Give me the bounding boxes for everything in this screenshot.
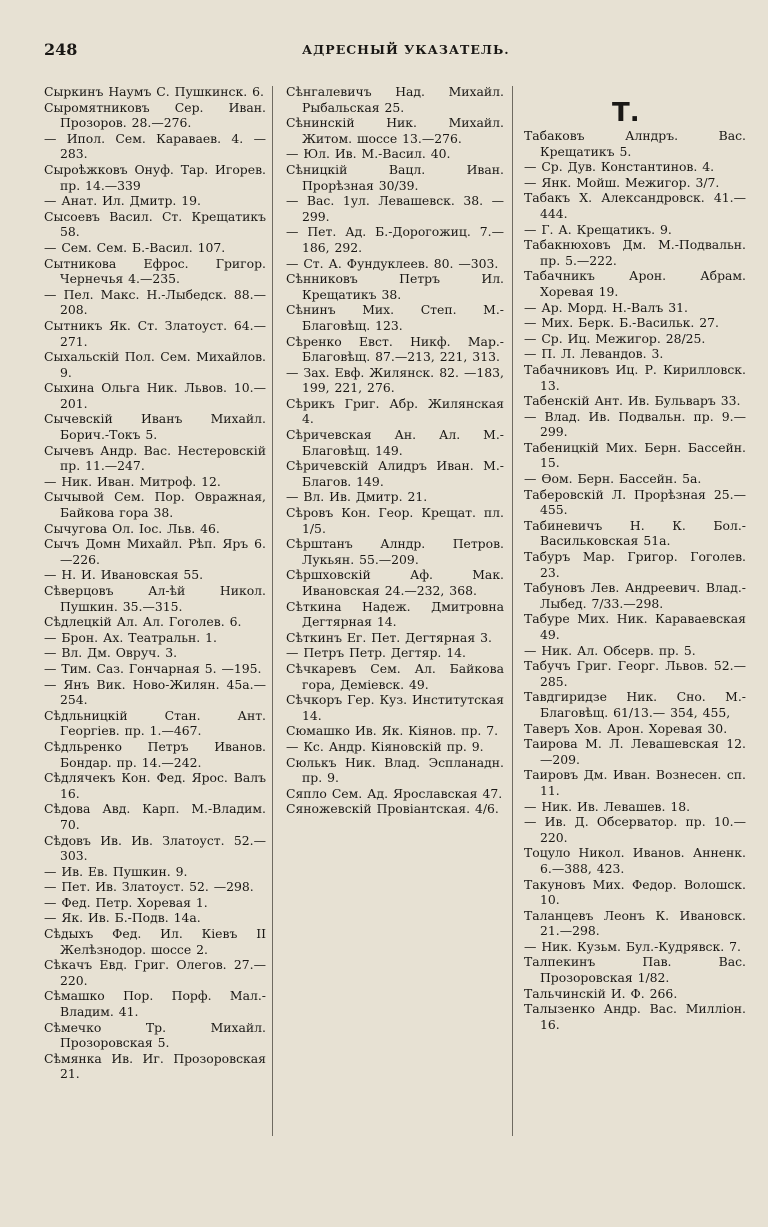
directory-entry: Сычывой Сем. Пор. Овражная, Байкова гора 38. <box>44 489 266 521</box>
directory-entry: Сычевскій Иванъ Михайл. Борич.-Токъ 5. <box>44 411 266 443</box>
directory-entry: Сѣнинъ Мих. Степ. М.-Благовѣщ. 123. <box>286 302 504 333</box>
directory-entry: Сѣнгалевичъ Над. Михайл. Рыбальская 25. <box>286 84 504 115</box>
directory-entry: — Петръ Петр. Дегтяр. 14. <box>286 645 466 661</box>
directory-entry: — Зах. Евф. Жилянск. 82. —183, 199, 221, 276. <box>286 364 504 396</box>
directory-entry: — Як. Ив. Б.-Подв. 14а. <box>44 910 201 926</box>
directory-entry: — Ив. Ев. Пушкин. 9. <box>44 863 188 879</box>
directory-entry: — Ив. Д. Обсерватор. пр. 10.—220. <box>524 814 746 845</box>
directory-entry: Сыроѣжковъ Онуф. Тар. Игорев. пр. 14.—339 <box>44 161 266 193</box>
page-header <box>44 40 724 62</box>
directory-entry: Сяножевскій Провіантская. 4/6. <box>286 801 499 817</box>
directory-entry: Сѣкачъ Евд. Григ. Олегов. 27.—220. <box>44 957 266 988</box>
directory-entry: Сѣдлячекъ Кон. Фед. Ярос. Валъ 16. <box>44 770 266 801</box>
directory-entry: Сѣдыхъ Фед. Ил. Кіевъ II Желѣзнодор. шоссе 2. <box>44 926 266 957</box>
directory-entry: Сыромятниковъ Сер. Иван. Прозоров. 28.—276. <box>44 99 266 131</box>
directory-entry: — Янк. Мойш. Межигор. 3/7. <box>524 174 720 190</box>
directory-entry: Сѣренко Евст. Никф. Мар.-Благовѣщ. 87.—213, 221, 313. <box>286 333 504 365</box>
directory-entry: Сѣверцовъ Ал-ѣй Никол. Пушкин. 35.—315. <box>44 583 266 614</box>
directory-entry: — Фед. Петр. Хоревая 1. <box>44 894 208 910</box>
directory-entry: — Влад. Ив. Подвальн. пр. 9.—299. <box>524 408 746 440</box>
directory-entry: — Ст. А. Фундуклеев. 80. —303. <box>286 255 499 271</box>
directory-entry: — Г. А. Крещатикъ. 9. <box>524 221 672 237</box>
directory-entry: Табиневичъ Н. К. Бол.-Васильковская 51а. <box>524 517 746 549</box>
directory-entry: Такуновъ Мих. Федор. Волошск. 10. <box>524 876 746 908</box>
directory-entry: Сяпло Сем. Ад. Ярославская 47. <box>286 785 503 801</box>
directory-entry: Табенскій Ант. Ив. Бульваръ 33. <box>524 393 741 409</box>
directory-entry: — Мих. Берк. Б.-Васильк. 27. <box>524 315 719 331</box>
directory-entry: — Ср. Иц. Межигор. 28/25. <box>524 330 706 346</box>
directory-entry: — Пет. Ив. Златоуст. 52. —298. <box>44 879 254 895</box>
directory-entry: Сѣткина Надеж. Дмитровна Дегтярная 14. <box>286 598 504 630</box>
directory-entry: — Пет. Ад. Б.-Дорогожиц. 7.—186, 292. <box>286 224 504 255</box>
directory-entry: Сыхина Ольга Ник. Львов. 10.—201. <box>44 380 266 411</box>
letter-heading: Т. <box>612 98 640 128</box>
directory-entry: Таверъ Хов. Арон. Хоревая 30. <box>524 720 728 736</box>
directory-entry: Сѣровъ Кон. Геор. Крещат. пл. 1/5. <box>286 505 504 536</box>
directory-entry: — Брон. Ах. Театральн. 1. <box>44 629 217 645</box>
directory-entry: — Тим. Саз. Гончарная 5. —195. <box>44 660 262 676</box>
directory-entry: Табуръ Мар. Григор. Гоголев. 23. <box>524 549 746 580</box>
directory-entry: Табеницкій Мих. Берн. Бассейн. 15. <box>524 439 746 471</box>
directory-entry: Таирова М. Л. Левашевская 12.—209. <box>524 736 746 767</box>
directory-entry: Тальчинскій И. Ф. 266. <box>524 985 678 1001</box>
directory-entry: Сычевъ Андр. Вас. Нестеровскій пр. 11.—247. <box>44 442 266 474</box>
directory-entry: — Ник. Кузьм. Бул.-Кудрявск. 7. <box>524 938 741 954</box>
directory-entry: Сѣрикъ Григ. Абр. Жилянская 4. <box>286 395 504 427</box>
column-left <box>44 84 266 1082</box>
directory-entry: Табуновъ Лев. Андреевич. Влад.-Лыбед. 7/33.—298. <box>524 580 746 611</box>
directory-entry: — Сем. Сем. Б.-Васил. 107. <box>44 239 226 255</box>
directory-entry: Сѣдльницкій Стан. Ант. Георгіев. пр. 1.—467. <box>44 707 266 739</box>
directory-entry: Сытникова Ефрос. Григор. Чернечья 4.—235. <box>44 255 266 287</box>
directory-entry: — Ник. Ал. Обсерв. пр. 5. <box>524 642 696 658</box>
directory-entry: Сыхальскій Пол. Сем. Михайлов. 9. <box>44 349 266 380</box>
directory-entry: Сѣницкій Вацл. Иван. Прорѣзная 30/39. <box>286 161 504 193</box>
directory-entry: Тоцуло Никол. Иванов. Анненк. 6.—388, 423. <box>524 845 746 876</box>
directory-entry: — Пел. Макс. Н.-Лыбедск. 88.—208. <box>44 286 266 318</box>
directory-entry: Сѣмашко Пор. Порф. Мал.-Владим. 41. <box>44 988 266 1020</box>
directory-entry: — Вл. Дм. Овруч. 3. <box>44 645 178 661</box>
directory-entry: Сѣрштанъ Алндр. Петров. Лукьян. 55.—209. <box>286 536 504 567</box>
column-divider <box>512 86 513 1136</box>
directory-entry: Сюмашко Ив. Як. Кіянов. пр. 7. <box>286 723 499 739</box>
directory-entry: Сѣдова Авд. Карп. М.-Владим. 70. <box>44 801 266 832</box>
page-number: 248 <box>44 40 78 59</box>
directory-entry: Сѣткинъ Ег. Пет. Дегтярная 3. <box>286 629 492 645</box>
directory-entry: Сюлькъ Ник. Влад. Эспланадн. пр. 9. <box>286 754 504 786</box>
directory-entry: — Янъ Вик. Ново-Жилян. 45а.—254. <box>44 676 266 708</box>
directory-entry: Талызенко Андр. Вас. Милліон. 16. <box>524 1001 746 1032</box>
column-right <box>524 128 746 1032</box>
directory-entry: — Вл. Ив. Дмитр. 21. <box>286 489 428 505</box>
directory-entry: Сѣчкаревъ Сем. Ал. Байкова гора, Деміевск. 49. <box>286 660 504 692</box>
directory-entry: — Ипол. Сем. Караваев. 4. —283. <box>44 130 266 162</box>
directory-entry: Сѣчкоръ Гер. Куз. Институтская 14. <box>286 692 504 723</box>
directory-entry: — Анат. Ил. Дмитр. 19. <box>44 193 201 209</box>
column-divider <box>272 86 273 1136</box>
directory-entry: Табуре Мих. Ник. Караваевская 49. <box>524 611 746 642</box>
directory-entry: Сѣршховскій Аф. Мак. Ивановская 24.—232, 368. <box>286 567 504 598</box>
directory-entry: Таберовскій Л. Прорѣзная 25.—455. <box>524 486 746 518</box>
directory-entry: — Н. И. Ивановская 55. <box>44 567 204 583</box>
directory-entry: — Ѳом. Берн. Бассейн. 5а. <box>524 471 702 487</box>
directory-entry: Сѣричевскій Алидръ Иван. М.-Благов. 149. <box>286 458 504 489</box>
directory-entry: Талпекинъ Пав. Вас. Прозоровская 1/82. <box>524 954 746 986</box>
directory-entry: Сѣдовъ Ив. Ив. Златоуст. 52.—303. <box>44 832 266 864</box>
directory-entry: Сѣнинскій Ник. Михайл. Житом. шоссе 13.—276. <box>286 115 504 146</box>
directory-entry: — Ник. Ив. Левашев. 18. <box>524 798 691 814</box>
directory-entry: — Ник. Иван. Митроф. 12. <box>44 473 221 489</box>
directory-entry: Сыркинъ Наумъ С. Пушкинск. 6. <box>44 84 264 99</box>
directory-entry: Табачникъ Арон. Абрам. Хоревая 19. <box>524 268 746 299</box>
directory-entry: Сѣмечко Тр. Михайл. Прозоровская 5. <box>44 1019 266 1051</box>
directory-entry: — П. Л. Левандов. 3. <box>524 346 664 362</box>
directory-entry: — Вас. 1ул. Левашевск. 38. —299. <box>286 193 504 224</box>
directory-entry: Тавдгиридзе Ник. Сно. М.-Благовѣщ. 61/13.— 354, 455, <box>524 689 746 720</box>
directory-entry: Сычугова Ол. Іос. Льв. 46. <box>44 520 220 536</box>
directory-entry: Сѣдльренко Петръ Иванов. Бондар. пр. 14.—242. <box>44 738 266 770</box>
directory-entry: Таировъ Дм. Иван. Вознесен. сп. 11. <box>524 767 746 798</box>
directory-entry: Табакнюховъ Дм. М.-Подвальн. пр. 5.—222. <box>524 237 746 268</box>
directory-entry: Сысоевъ Васил. Ст. Крещатикъ 58. <box>44 208 266 240</box>
directory-entry: Табачниковъ Иц. Р. Кирилловск. 13. <box>524 361 746 393</box>
directory-entry: Сѣнниковъ Петръ Ил. Крещатикъ 38. <box>286 271 504 302</box>
directory-entry: Табаковъ Алндръ. Вас. Крещатикъ 5. <box>524 128 746 159</box>
running-title: АДРЕСНЫЙ УКАЗАТЕЛЬ. <box>302 42 510 57</box>
directory-entry: Сытникъ Як. Ст. Златоуст. 64.—271. <box>44 317 266 349</box>
directory-entry: Сѣричевская Ан. Ал. М.-Благовѣщ. 149. <box>286 427 504 458</box>
directory-entry: — Юл. Ив. М.-Васил. 40. <box>286 146 451 162</box>
directory-entry: Сѣдлецкій Ал. Ал. Гоголев. 6. <box>44 614 242 630</box>
directory-entry: Сычъ Домн Михайл. Рѣп. Яръ 6.—226. <box>44 536 266 567</box>
directory-entry: — Ср. Дув. Константинов. 4. <box>524 159 715 175</box>
directory-entry: Таланцевъ Леонъ К. Ивановск. 21.—298. <box>524 907 746 939</box>
directory-entry: — Кс. Андр. Кіяновскій пр. 9. <box>286 738 484 754</box>
directory-entry: Табакъ Х. Александровск. 41.—444. <box>524 190 746 221</box>
directory-entry: Табучъ Григ. Георг. Львов. 52.—285. <box>524 658 746 689</box>
directory-entry: Сѣмянка Ив. Иг. Прозоровская 21. <box>44 1050 266 1082</box>
directory-entry: — Ар. Морд. Н.-Валъ 31. <box>524 299 688 315</box>
column-middle <box>286 84 504 817</box>
